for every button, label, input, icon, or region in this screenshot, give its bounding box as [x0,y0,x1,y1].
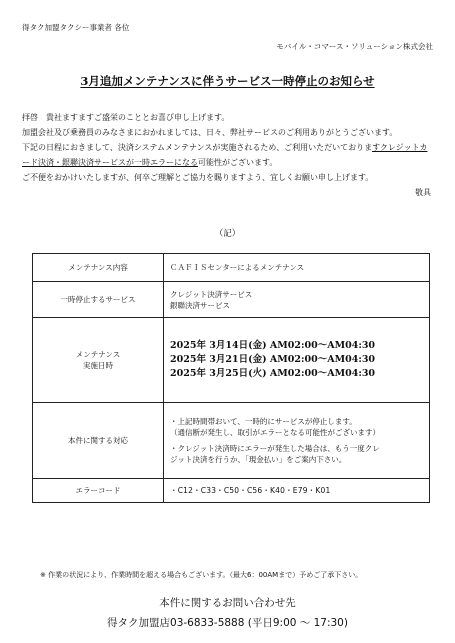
services-value [164,282,430,318]
service-unionpay: 銀聯決済サービス [170,300,230,310]
thanks-paragraph: 加盟会社及び乗務員のみなさまにおかれましては、日々、弊社サービスのご利用ありがとうございます。 [22,128,398,137]
greeting-paragraph: 拝啓 貴社ますますご盛栄のこととお喜び申し上げます。 [22,113,230,122]
services-label: 一時停止するサービス [33,282,164,318]
error-codes: ・C12・C33・C50・C56・K40・E79・K01 [164,479,430,503]
response-notes [164,403,430,479]
notice-body [22,110,435,200]
schedule-date-3: 2025年 3月25日(火) AM02:00〜AM04:30 [170,368,376,379]
closing: 敬具 [415,188,431,197]
maintenance-lead: 下記の日程におきまして、決済システムメンテナンスが実施されるため、ご利用いただいておりま [22,143,373,152]
schedule-label [33,318,164,403]
table-row-schedule [33,318,430,403]
content-value: ＣＡＦＩＳセンターによるメンテナンス [164,254,430,282]
schedule-dates [164,318,430,403]
maintenance-tail: 可能性がございます。 [198,158,278,167]
inquiry-heading: 本件に関するお問い合わせ先 [159,597,296,609]
errors-label: エラーコード [33,479,164,503]
maintenance-table [32,253,430,503]
response-note-2: （通信断が発生し、取引がエラーとなる可能性がございます） [170,428,380,437]
addressee: 得タク加盟タクシー事業者 各位 [22,23,130,32]
response-note-1: ・上記時間帯おいて、一時的にサービスが停止します。 [170,417,357,426]
notice-title-text: 3月追加メンテナンスに伴うサービス一時停止のお知らせ [80,74,375,88]
footnote: ※ 作業の状況により、作業時間を超える場合もございます。（最大6：00AMまで）予めご了承下さい。 [40,571,363,579]
maintenance-paragraph [22,140,435,170]
schedule-label-line1: メンテナンス [75,350,121,359]
ki-label: （記） [214,229,241,239]
schedule-date-2: 2025年 3月21日(金) AM02:00〜AM04:30 [170,354,376,365]
schedule-label-line2: 実施日時 [83,361,113,370]
response-note-4: ジット決済を行うか、「現金払い」をご案内下さい。 [170,455,347,464]
contact-line: 得タク加盟店03-6833-5888 (平日9:00 ～ 17:30) [107,617,348,629]
table-row-services [33,282,430,318]
service-credit: クレジット決済サービス [170,289,253,299]
table-row-response [33,403,430,479]
table-row-errors [33,479,430,503]
notice-title [0,73,455,89]
apology-paragraph: ご不便をおかけいたしますが、何卒ご理解とご協力を賜りますよう、宜しくお願い申し上げます。 [22,173,374,182]
schedule-date-1: 2025年 3月14日(金) AM02:00〜AM04:30 [170,340,376,351]
table-row-content [33,254,430,282]
response-note-3: ・クレジット決済時にエラーが発生した場合は、もう一度クレ [170,444,380,453]
maintenance-underlined: すクレジットカード決済・銀聯決済サービスが一時エラーになる [22,143,428,167]
response-label: 本件に関する対応 [33,403,164,479]
sender: モバイル・コマース・ソリューション株式会社 [276,42,433,51]
content-label: メンテナンス内容 [33,254,164,282]
